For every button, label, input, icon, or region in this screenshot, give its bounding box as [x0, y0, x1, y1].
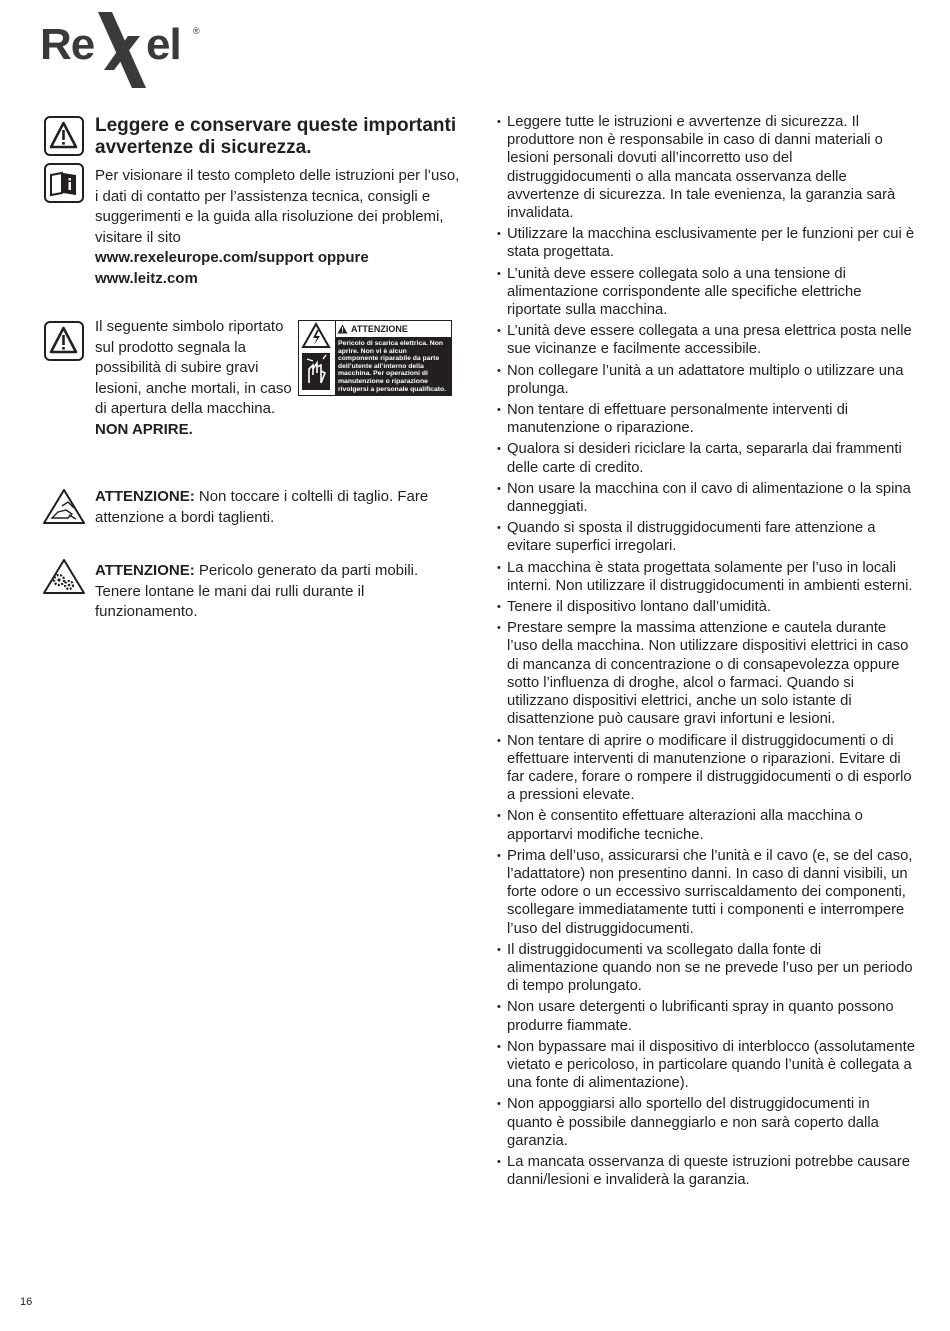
list-item: • Non tentare di effettuare personalmente interventi di manutenzione o riparazione. — [497, 401, 915, 437]
list-item: • La mancata osservanza di queste istruzioni potrebbe causare danni/lesioni e invaliderà la garanzia. — [497, 1153, 915, 1189]
label-heading — [335, 321, 451, 336]
list-item: • Non usare la macchina con il cavo di alimentazione o la spina danneggiati. — [497, 480, 915, 516]
intro-text: Per visionare il testo completo delle istruzioni per l’uso, i dati di contatto per l’assistenza tecnica, consigli e suggerimenti e la guida alla risoluzione dei problemi, visitare il sito — [95, 167, 460, 246]
blade-warning-text: Non toccare i coltelli di taglio. Fare attenzione a bordi taglienti. — [95, 488, 429, 526]
blade-warning-label: ATTENZIONE: — [95, 488, 195, 505]
list-item: • Qualora si desideri riciclare la carta, separarla dai frammenti delle carte di credito. — [497, 440, 915, 476]
list-item: • L’unità deve essere collegata solo a una tensione di alimentazione corrispondente alle specifiche elettriche riportate sulla macchina. — [497, 265, 915, 320]
blade-warning-paragraph — [95, 487, 465, 528]
list-item: • Non è consentito effettuare alterazioni alla macchina o apportarvi modifiche tecniche. — [497, 807, 915, 843]
moving-parts-text: Pericolo generato da parti mobili. Tenere lontane le mani dai rulli durante il funzionamento. — [95, 562, 419, 620]
list-item: • Non tentare di aprire o modificare il distruggidocumenti o di effettuare interventi di manutenzione o riparazioni. Evitare di far cadere, forare o rompere il distruggidocumenti o di esporlo a pressioni elevate. — [497, 732, 915, 805]
list-item: • L’unità deve essere collegata a una presa elettrica posta nelle sue vicinanze e facilmente accessibile. — [497, 322, 915, 358]
logo-text-el: el — [146, 20, 181, 69]
rexel-logo — [40, 10, 210, 90]
do-not-open-text: NON APRIRE. — [95, 420, 193, 438]
label-warning-icon — [337, 324, 348, 334]
list-item: • Utilizzare la macchina esclusivamente per le funzioni per cui è stata progettata. — [497, 225, 915, 261]
symbol-paragraph — [95, 317, 295, 440]
list-item: • Prestare sempre la massima attenzione e cautela durante l’uso della macchina. Non utilizzare dispositivi elettrici in caso di mancanza di concentrazione o di consapevolezza oppure sotto l’influenza di droghe, alcol o farmaci. Quando si utilizzano dispositivi elettrici, anche un solo istante di disattenzione può causare gravi infortuni e lesioni. — [497, 619, 915, 728]
safety-instructions-list — [497, 113, 915, 1192]
list-item: • Non appoggiarsi allo sportello del distruggidocumenti in quanto è possibile danneggiarlo e non sarà coperto dalla garanzia. — [497, 1095, 915, 1150]
intro-paragraph — [95, 166, 465, 289]
list-item: • Tenere il dispositivo lontano dall’umidità. — [497, 598, 915, 616]
moving-parts-paragraph — [95, 561, 465, 623]
electric-shock-label — [298, 320, 452, 396]
cutting-blade-warning-icon — [42, 488, 86, 531]
list-item: • Leggere tutte le istruzioni e avvertenze di sicurezza. Il produttore non è responsabile in caso di danni materiali o lesioni personali dovuti all’incorretto uso del distruggidocumenti o alla mancata osservanza delle avvertenze di sicurezza. In tale evenienza, la garanzia sarà invalidata. — [497, 113, 915, 222]
list-item: • Non usare detergenti o lubrificanti spray in quanto possono produrre fiammate. — [497, 998, 915, 1034]
list-item: • Prima dell’uso, assicurarsi che l’unità e il cavo (e, se del caso, l’adattatore) non presentino danni. In caso di danni visibili, un forte odore o un eccessivo surriscaldamento dei componenti, scollegare immediatamente tutti i componenti e interrompere l’uso del distruggidocumenti. — [497, 847, 915, 938]
warning-icon — [44, 321, 84, 361]
logo-text-re: Re — [40, 20, 95, 69]
label-icons — [299, 321, 336, 395]
logo-x-mark — [92, 10, 152, 90]
support-links: www.rexeleurope.com/support oppure www.leitz.com — [95, 249, 369, 287]
list-item: • Non bypassare mai il dispositivo di interblocco (assolutamente vietato e pericoloso, in particolare quando l’unità è collegata a una fonte di alimentazione). — [497, 1038, 915, 1093]
moving-parts-warning-icon — [42, 558, 86, 601]
warning-icon — [44, 116, 84, 156]
moving-parts-label: ATTENZIONE: — [95, 562, 195, 579]
list-item: • Il distruggidocumenti va scollegato dalla fonte di alimentazione quando non se ne prevede l’uso per un periodo di tempo prolungato. — [497, 941, 915, 996]
list-item: • La macchina è stata progettata solamente per l’uso in locali interni. Non utilizzare il distruggidocumenti in ambienti esterni. — [497, 559, 915, 595]
symbol-text: Il seguente simbolo riportato sul prodotto segnala la possibilità di subire gravi lesioni, anche mortali, in caso di apertura della macchina. — [95, 318, 292, 417]
label-body-text: Pericolo di scarica elettrica. Non aprire. Non vi è alcun componente riparabile da parte dell’utente all’interno della macchina. Per operazioni di manutenzione o riparazione rivolgersi a personale qualificato. — [335, 337, 451, 395]
read-manual-icon — [44, 163, 84, 203]
list-item: • Non collegare l’unità a un adattatore multiplo o utilizzare una prolunga. — [497, 362, 915, 398]
label-heading-text: ATTENZIONE — [351, 323, 408, 334]
list-item: • Quando si sposta il distruggidocumenti fare attenzione a evitare superfici irregolari. — [497, 519, 915, 555]
logo-registered-mark: ® — [193, 26, 200, 36]
page-number: 16 — [20, 1296, 33, 1308]
safety-heading: Leggere e conservare queste importanti avvertenze di sicurezza. — [95, 115, 457, 158]
